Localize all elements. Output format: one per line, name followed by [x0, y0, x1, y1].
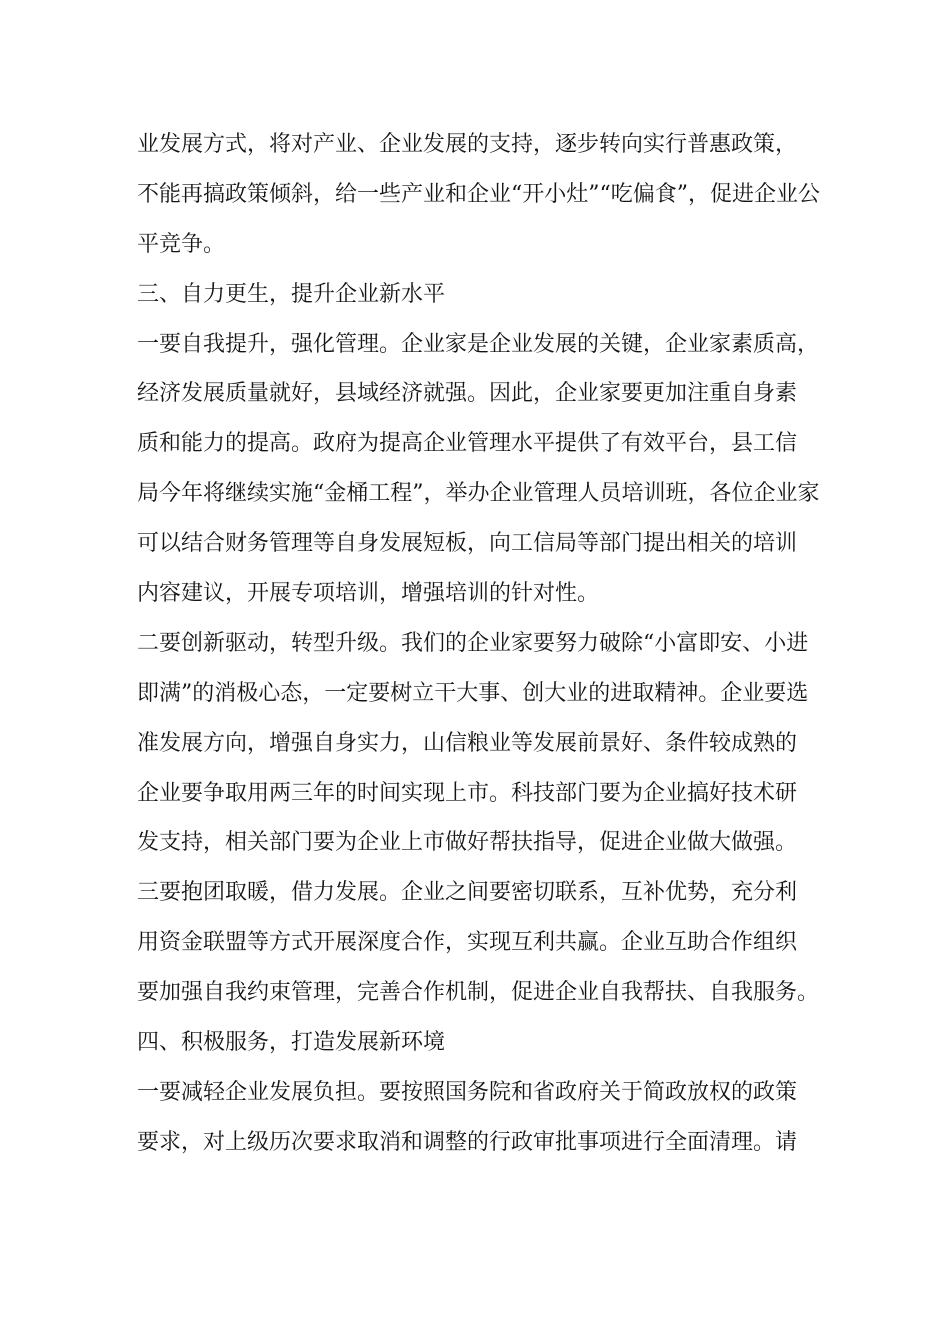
text-line: 准发展方向，增强自身实力，山信粮业等发展前景好、条件较成熟的 [137, 730, 798, 756]
text-line: 二要创新驱动，转型升级。我们的企业家要努力破除“小富即安、小进 [137, 630, 809, 656]
section-heading: 四、积极服务，打造发展新环境 [137, 1030, 446, 1056]
text-line: 局今年将继续实施“金桶工程”，举办企业管理人员培训班，各位企业家 [137, 481, 820, 507]
text-line: 要加强自我约束管理，完善合作机制，促进企业自我帮扶、自我服务。 [137, 980, 820, 1006]
text-line: 内容建议，开展专项培训，增强培训的针对性。 [137, 581, 600, 607]
section-heading: 三、自力更生，提升企业新水平 [137, 281, 446, 307]
document-body [137, 120, 820, 1168]
text-line: 可以结合财务管理等自身发展短板，向工信局等部门提出相关的培训 [137, 531, 798, 557]
text-line: 平竞争。 [137, 231, 226, 257]
text-line: 不能再搞政策倾斜，给一些产业和企业“开小灶”“吃偏食”，促进企业公 [137, 181, 820, 207]
text-line: 质和能力的提高。政府为提高企业管理水平提供了有效平台，县工信 [137, 431, 798, 457]
text-line: 发支持，相关部门要为企业上市做好帮扶指导，促进企业做大做强。 [137, 830, 798, 856]
text-line: 一要自我提升，强化管理。企业家是企业发展的关键，企业家素质高， [137, 331, 820, 357]
text-line: 经济发展质量就好，县域经济就强。因此，企业家要更加注重自身素 [137, 381, 798, 407]
text-line: 即满”的消极心态，一定要树立干大事、创大业的进取精神。企业要选 [137, 680, 809, 706]
text-line: 用资金联盟等方式开展深度合作，实现互利共赢。企业互助合作组织 [137, 930, 798, 956]
text-line: 一要减轻企业发展负担。要按照国务院和省政府关于简政放权的政策 [137, 1079, 798, 1105]
text-line: 业发展方式，将对产业、企业发展的支持，逐步转向实行普惠政策， [137, 132, 798, 157]
text-line: 企业要争取用两三年的时间实现上市。科技部门要为企业搞好技术研 [137, 780, 798, 806]
text-line: 要求，对上级历次要求取消和调整的行政审批事项进行全面清理。请 [137, 1129, 798, 1155]
text-line: 三要抱团取暖，借力发展。企业之间要密切联系，互补优势，充分利 [137, 880, 798, 906]
